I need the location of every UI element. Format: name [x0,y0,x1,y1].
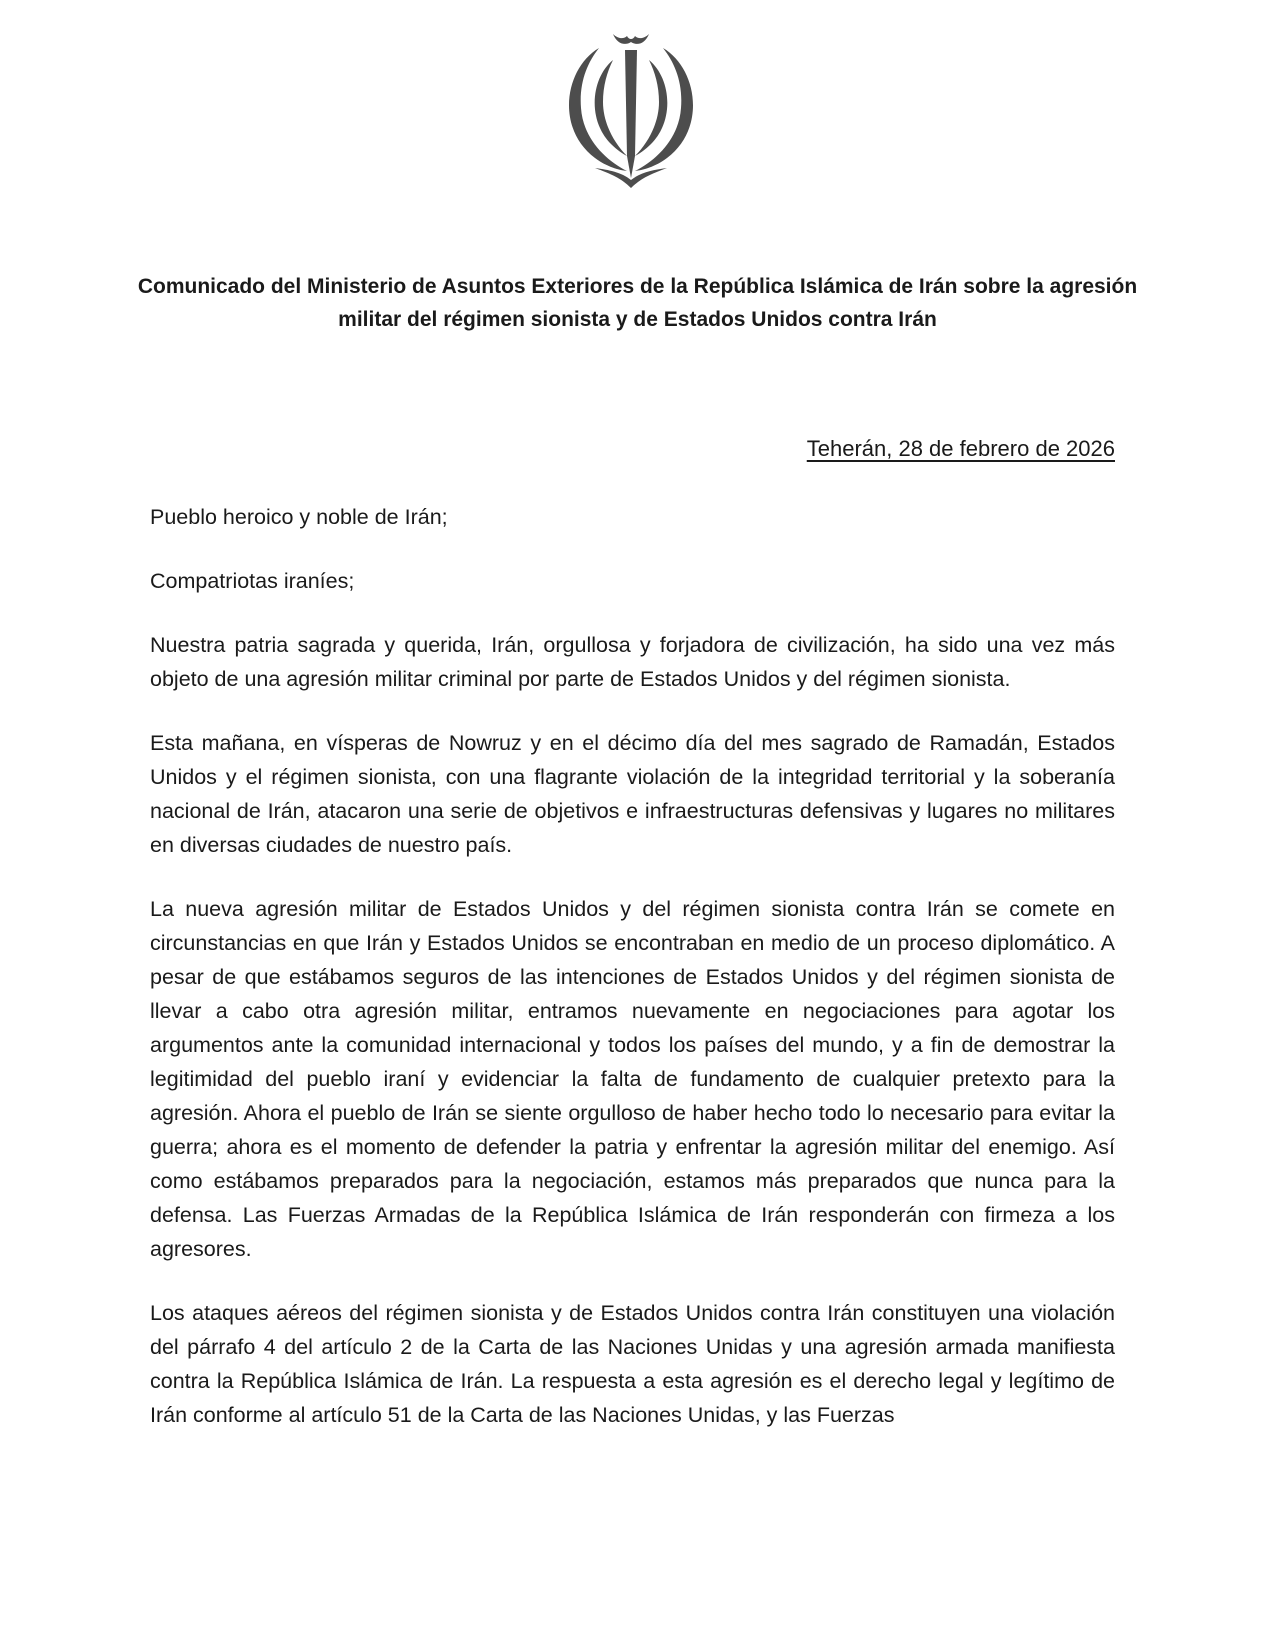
paragraph-1: Nuestra patria sagrada y querida, Irán, orgullosa y forjadora de civilización, ha sido una vez más objeto de una agresión militar criminal por parte de Estados Unidos y del régimen sionista. [150,633,1115,691]
salutation-2: Compatriotas iraníes; [150,569,355,593]
date-line [150,434,1115,464]
document-body [150,500,1115,1462]
iran-emblem-icon [555,28,707,188]
salutation-1: Pueblo heroico y noble de Irán; [150,505,448,529]
date-text: Teherán, 28 de febrero de 2026 [806,436,1115,461]
paragraph-4: Los ataques aéreos del régimen sionista y de Estados Unidos contra Irán constituyen una violación del párrafo 4 del artículo 2 de la Carta de las Naciones Unidas y una agresión armada manifiesta contra la República Islámica de Irán. La respuesta a esta agresión es el derecho legal y legítimo de Irán conforme al artículo 51 de la Carta de las Naciones Unidas, y las Fuerzas [150,1301,1115,1427]
page-title: Comunicado del Ministerio de Asuntos Exteriores de la República Islámica de Irán sobre la agresión militar del régimen sionista y de Estados Unidos contra Irán [137,275,1138,331]
paragraph-3: La nueva agresión militar de Estados Unidos y del régimen sionista contra Irán se comete en circunstancias en que Irán y Estados Unidos se encontraban en medio de un proceso diplomático. A pesar de que estábamos seguros de las intenciones de Estados Unidos y del régimen sionista de llevar a cabo otra agresión militar, entramos nuevamente en negociaciones para agotar los argumentos ante la comunidad internacional y todos los países del mundo, y a fin de demostrar la legitimidad del pueblo iraní y evidenciar la falta de fundamento de cualquier pretexto para la agresión. Ahora el pueblo de Irán se siente orgulloso de haber hecho todo lo necesario para evitar la guerra; ahora es el momento de defender la patria y enfrentar la agresión militar del enemigo. Así como estábamos preparados para la negociación, estamos más preparados que nunca para la defensa. Las Fuerzas Armadas de la República Islámica de Irán responderán con firmeza a los agresores. [150,897,1115,1261]
paragraph-2: Esta mañana, en vísperas de Nowruz y en el décimo día del mes sagrado de Ramadán, Estados Unidos y el régimen sionista, con una flagrante violación de la integridad territorial y la soberanía nacional de Irán, atacaron una serie de objetivos e infraestructuras defensivas y lugares no militares en diversas ciudades de nuestro país. [150,731,1115,857]
